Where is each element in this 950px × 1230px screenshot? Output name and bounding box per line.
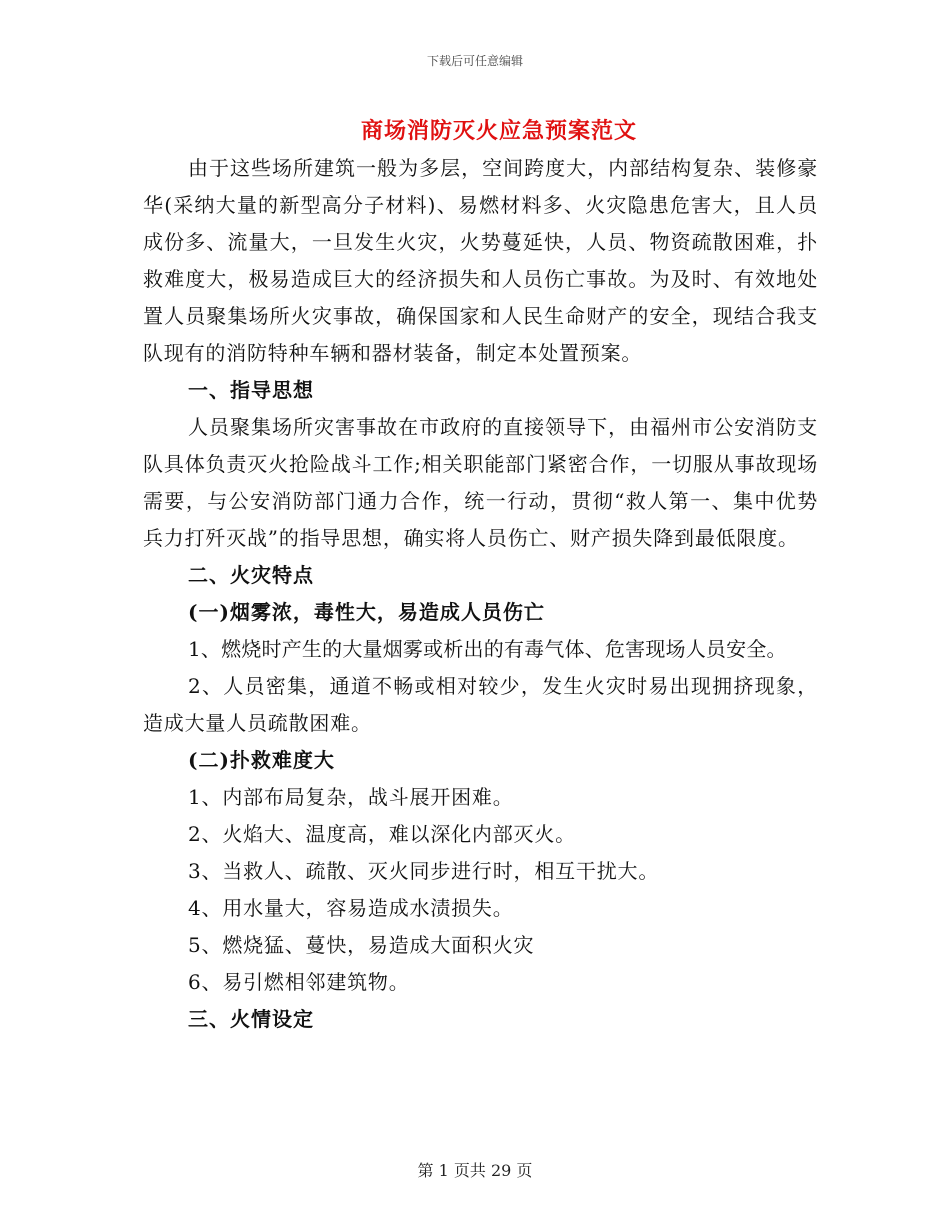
- difficulty-item-3: 3、当救人、疏散、灭火同步进行时，相互干扰大。: [188, 859, 660, 883]
- smoke-item-1: 1、燃烧时产生的大量烟雾或析出的有毒气体、危害现场人员安全。: [188, 637, 787, 661]
- document-body: [143, 150, 818, 1038]
- difficulty-item-2: 2、火焰大、温度高，难以深化内部灭火。: [188, 822, 576, 846]
- guiding-ideology-paragraph: 人员聚集场所灾害事故在市政府的直接领导下，由福州市公安消防支队具体负责灭火抢险战斗工作;相关职能部门紧密合作，一切服从事故现场需要，与公安消防部门通力合作，统一行动，贯彻“救人第一、集中优势兵力打歼灭战”的指导思想，确实将人员伤亡、财产损失降到最低限度。: [143, 415, 818, 550]
- section-heading-guiding-ideology: 一、指导思想: [188, 378, 314, 402]
- difficulty-item-5: 5、燃烧猛、蔓快，易造成大面积火灾: [188, 933, 535, 957]
- section-heading-fire-characteristics: 二、火灾特点: [188, 563, 314, 587]
- page-footer: 第 1 页共 29 页: [417, 1161, 533, 1180]
- header-note: 下载后可任意编辑: [426, 54, 523, 68]
- difficulty-item-6: 6、易引燃相邻建筑物。: [188, 970, 410, 994]
- section-heading-fire-scenario: 三、火情设定: [188, 1007, 314, 1031]
- subsection-heading-smoke: (一)烟雾浓，毒性大，易造成人员伤亡: [188, 600, 545, 624]
- subsection-heading-difficulty: (二)扑救难度大: [188, 748, 335, 772]
- intro-paragraph: 由于这些场所建筑一般为多层，空间跨度大，内部结构复杂、装修豪华(采纳大量的新型高分子材料)、易燃材料多、火灾隐患危害大，且人员成份多、流量大，一旦发生火灾，火势蔓延快，人员、物资疏散困难，扑救难度大，极易造成巨大的经济损失和人员伤亡事故。为及时、有效地处置人员聚集场所火灾事故，确保国家和人民生命财产的安全，现结合我支队现有的消防特种车辆和器材装备，制定本处置预案。: [143, 156, 818, 365]
- difficulty-item-1: 1、内部布局复杂，战斗展开困难。: [188, 785, 514, 809]
- document-title: 商场消防灭火应急预案范文: [360, 118, 637, 144]
- difficulty-item-4: 4、用水量大，容易造成水渍损失。: [188, 896, 514, 920]
- smoke-item-2: 2、人员密集，通道不畅或相对较少，发生火灾时易出现拥挤现象，造成大量人员疏散困难。: [143, 674, 818, 735]
